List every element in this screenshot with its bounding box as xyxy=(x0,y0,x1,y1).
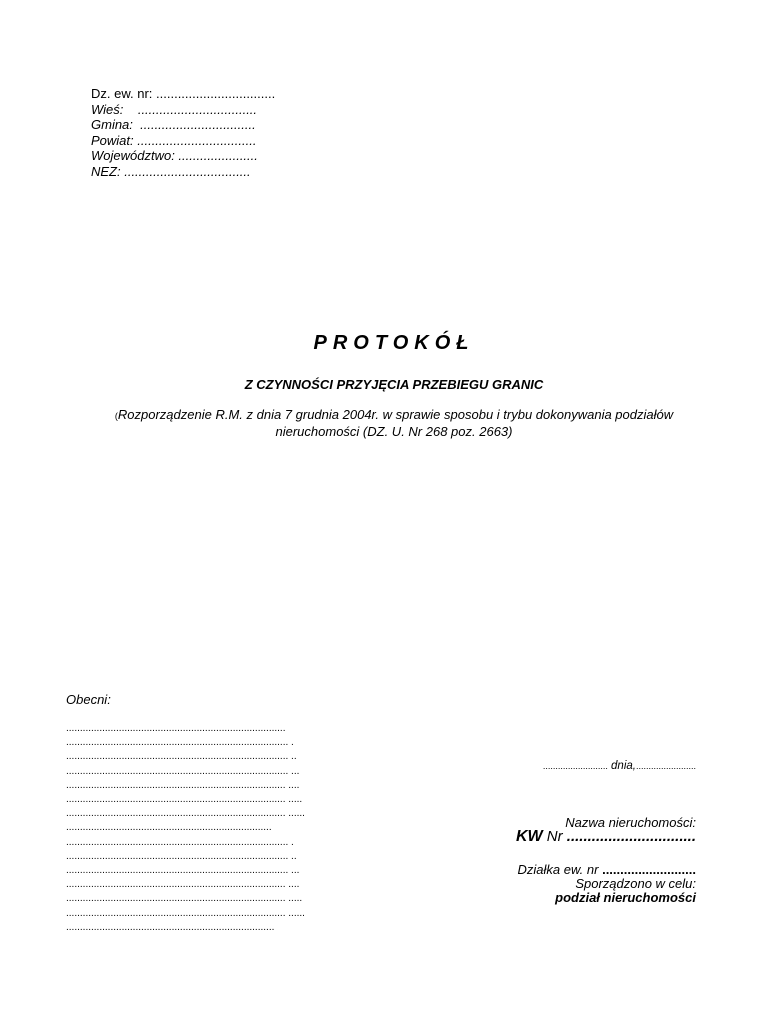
kw-line xyxy=(516,828,696,846)
date-line xyxy=(543,760,696,772)
field-gmina: Gmina: ................................ xyxy=(91,117,256,132)
document-title: PROTOKÓŁ xyxy=(313,332,475,354)
dzialka-line xyxy=(518,862,696,877)
obecni-label: Obecni: xyxy=(66,692,111,707)
date-word: dnia, xyxy=(607,760,636,772)
obecni-lines xyxy=(66,722,305,935)
obecni-line: ............................................................................... ..... xyxy=(66,893,303,905)
purpose-label: Sporządzono w celu: xyxy=(575,876,696,891)
date-place: .......................... xyxy=(542,761,608,771)
field-dz-ew: Dz. ew. nr: ................................. xyxy=(91,86,276,101)
obecni-line: ................................................................................ .. xyxy=(66,751,297,763)
obecni-line: ............................................................................... ...... xyxy=(66,808,305,820)
field-nez: NEZ: ................................... xyxy=(91,163,251,179)
obecni-line: ............................................................................... xyxy=(66,723,286,734)
obecni-line: ............................................................................... .... xyxy=(66,879,300,891)
property-name-label: Nazwa nieruchomości: xyxy=(565,815,696,830)
legal-note xyxy=(110,407,678,439)
obecni-line: ............................................................................... ..... xyxy=(66,794,303,806)
header-fields xyxy=(91,86,275,179)
obecni-line: ........................................................................... xyxy=(66,921,275,933)
purpose-value: podział nieruchomości xyxy=(555,890,696,905)
field-wies: Wieś: ................................. xyxy=(91,101,258,117)
date-value: ........................ xyxy=(635,761,696,771)
obecni-line: ................................................................................ . xyxy=(66,737,294,749)
legal-note-text: Rozporządzenie R.M. z dnia 7 grudnia 2004r. w sprawie sposobu i trybu dokonywania podziałów nieruchomości (DZ. U. Nr 268 poz. 2663) xyxy=(117,407,674,439)
obecni-line: ................................................................................ .. xyxy=(66,850,297,862)
obecni-line: ................................................................................ . xyxy=(66,836,294,848)
kw-label: KW xyxy=(515,828,543,845)
obecni-line: .......................................................................... xyxy=(66,822,272,834)
obecni-line: ............................................................................... ...... xyxy=(66,907,305,919)
legal-note-paren: ( xyxy=(114,411,118,421)
obecni-line: ............................................................................... .... xyxy=(66,779,300,791)
kw-dots: ............................... xyxy=(566,828,696,845)
field-powiat: Powiat: ................................. xyxy=(91,132,257,148)
obecni-line: ................................................................................ ... xyxy=(66,765,300,777)
field-wojewodztwo: Województwo: ...................... xyxy=(91,148,258,163)
kw-nr: Nr xyxy=(542,828,567,845)
document-subtitle: Z CZYNNOŚCI PRZYJĘCIA PRZEBIEGU GRANIC xyxy=(244,377,544,392)
dzialka-dots: .......................... xyxy=(602,862,696,877)
obecni-line: ................................................................................ ... xyxy=(66,865,300,877)
dzialka-label: Działka ew. nr xyxy=(517,862,603,877)
